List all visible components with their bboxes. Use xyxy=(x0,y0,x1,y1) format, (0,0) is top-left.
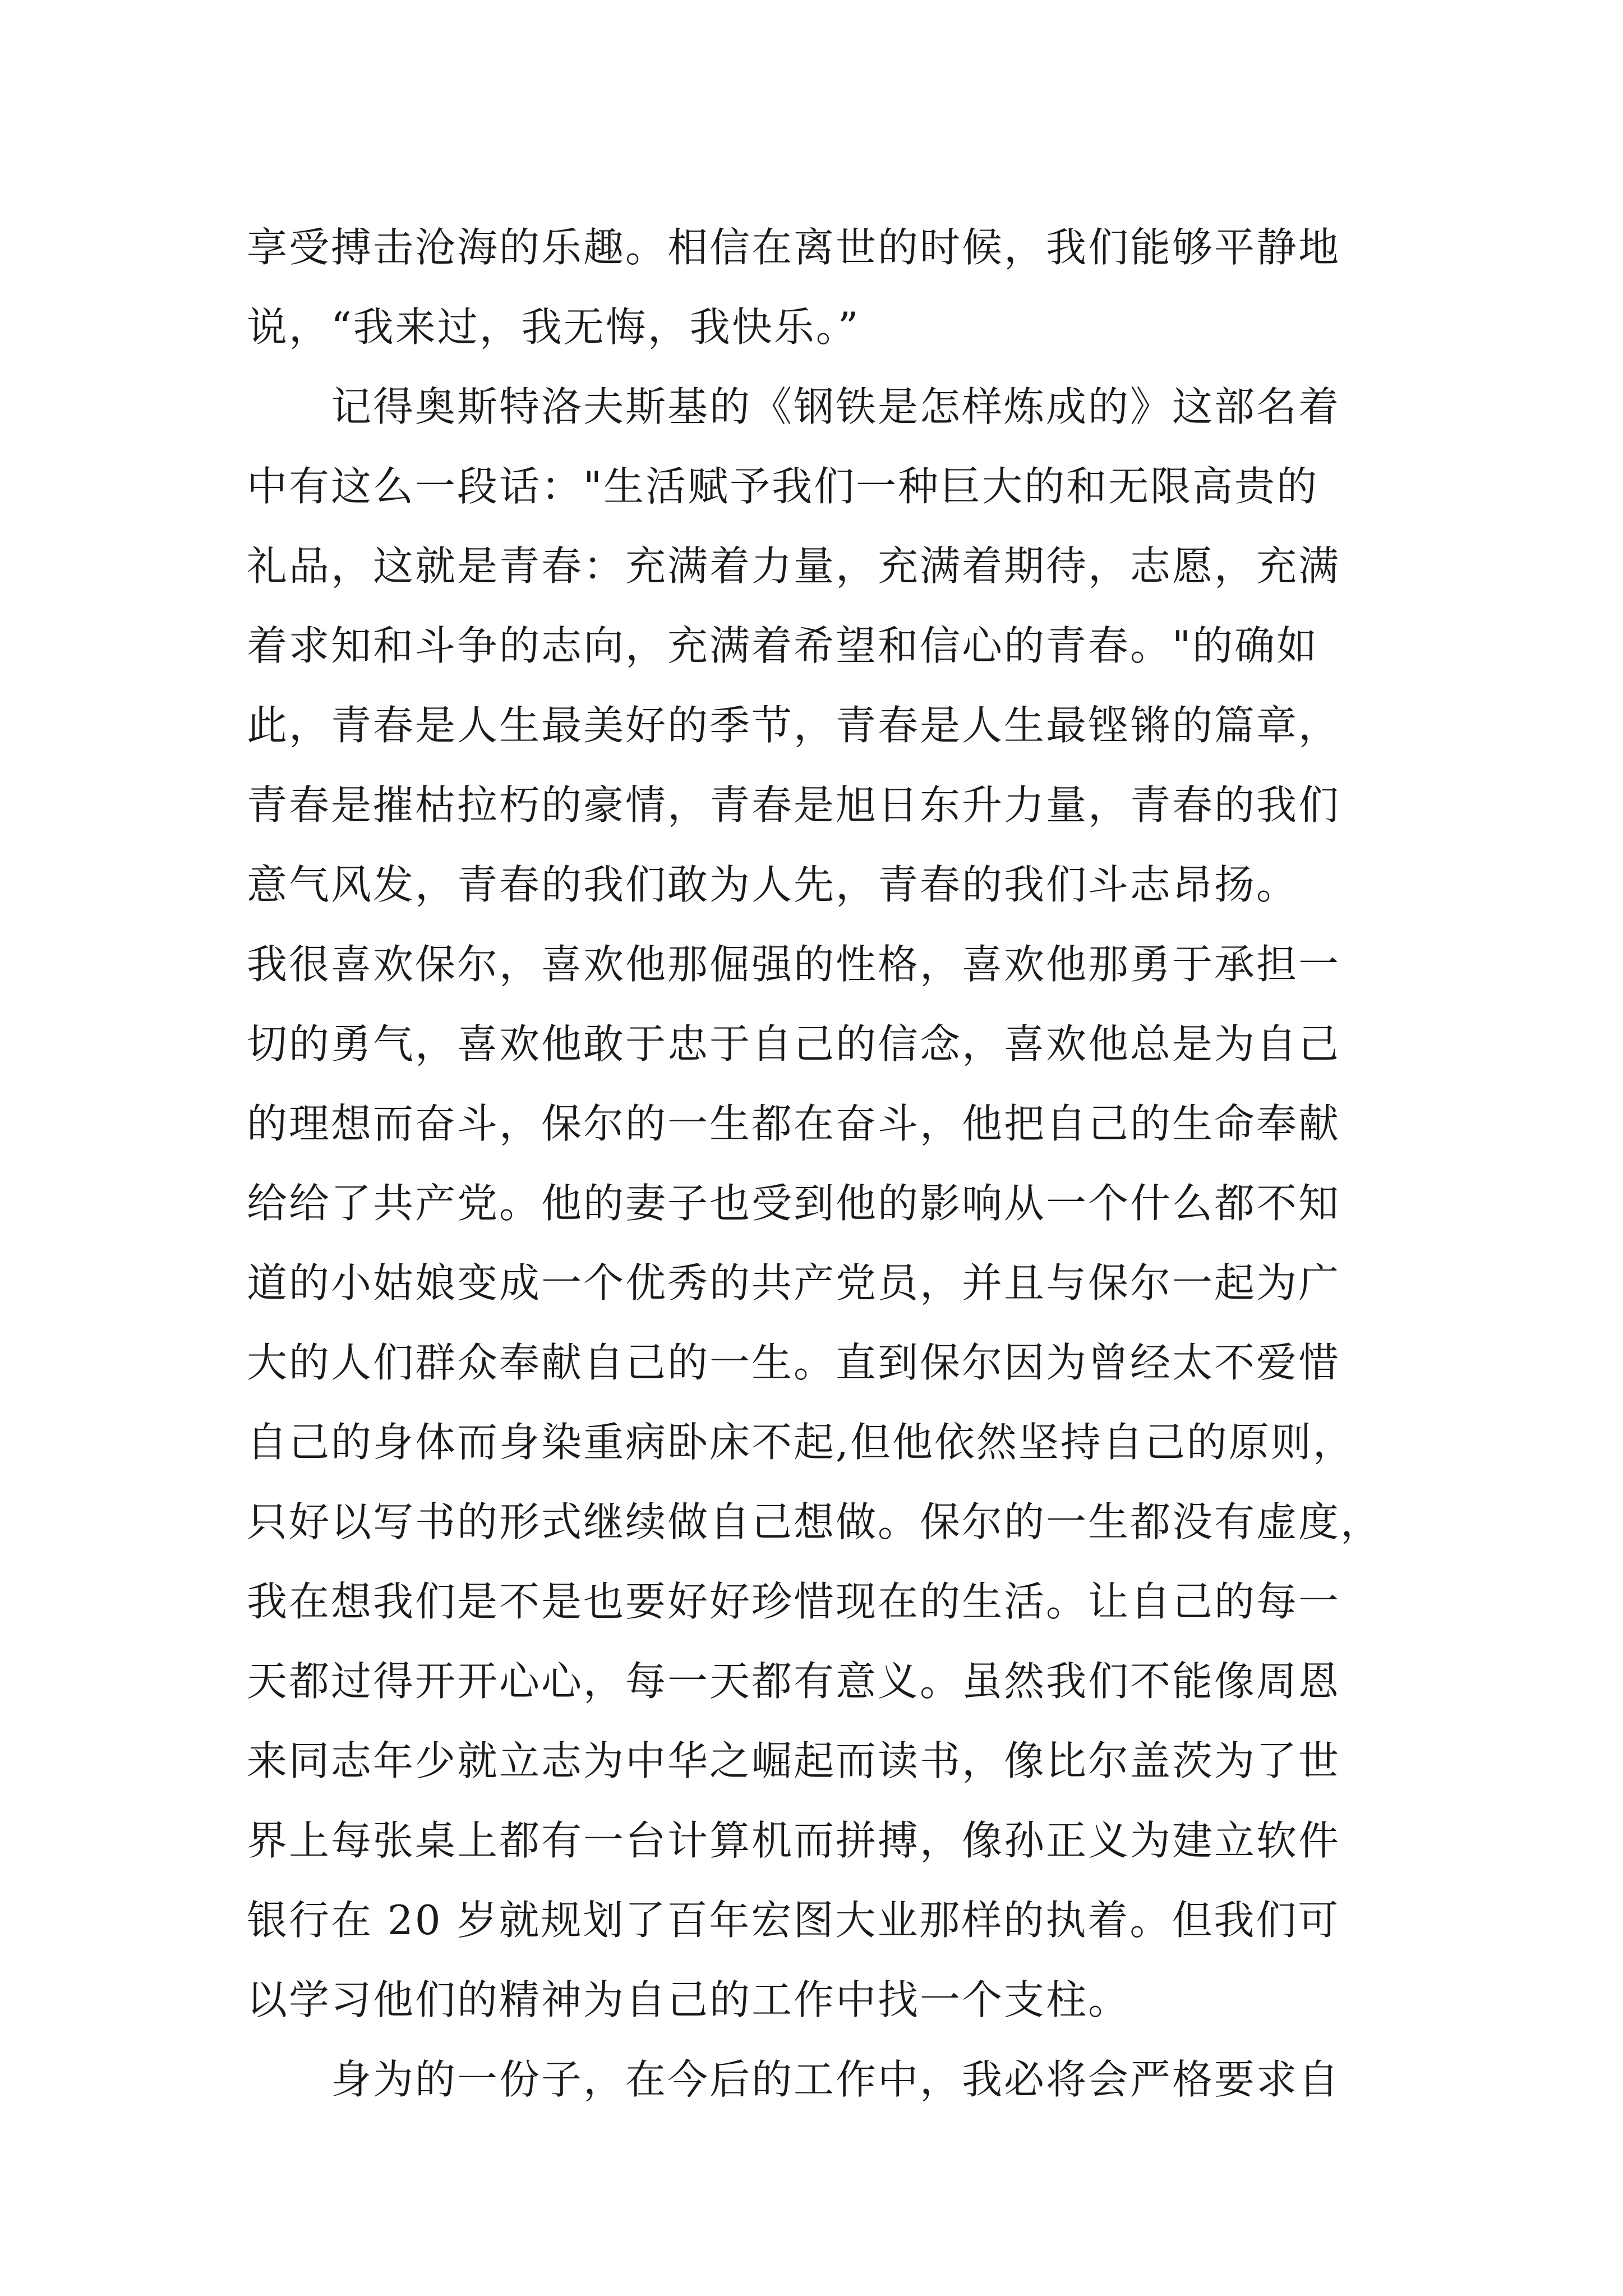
text-line: 此，青春是人生最美好的季节，青春是人生最铿锵的篇章， xyxy=(247,702,1341,749)
text-line: 大的人们群众奉献自己的一生。直到保尔因为曾经太不爱惜 xyxy=(247,1339,1341,1386)
text-line: 享受搏击沧海的乐趣。相信在离世的时候，我们能够平静地 xyxy=(247,224,1341,271)
text-line: 给给了共产党。他的妻子也受到他的影响从一个什么都不知 xyxy=(247,1180,1341,1227)
text-line: 来同志年少就立志为中华之崛起而读书，像比尔盖茨为了世 xyxy=(247,1737,1341,1784)
text-line: 天都过得开开心心，每一天都有意义。虽然我们不能像周恩 xyxy=(247,1658,1341,1705)
text-line: 我很喜欢保尔，喜欢他那倔强的性格，喜欢他那勇于承担一 xyxy=(247,941,1341,988)
text-line: 切的勇气，喜欢他敢于忠于自己的信念，喜欢他总是为自己 xyxy=(247,1020,1341,1068)
text-line: 以学习他们的精神为自己的工作中找一个支柱。 xyxy=(247,1976,1131,2023)
text-line: 只好以写书的形式继续做自己想做。保尔的一生都没有虚度， xyxy=(247,1498,1383,1545)
body-text xyxy=(247,208,1391,2119)
text-line: 青春是摧枯拉朽的豪情，青春是旭日东升力量，青春的我们 xyxy=(247,781,1341,829)
text-line: 礼品，这就是青春：充满着力量，充满着期待，志愿，充满 xyxy=(247,542,1341,590)
text-line: 的理想而奋斗，保尔的一生都在奋斗，他把自己的生命奉献 xyxy=(247,1100,1341,1147)
text-line: 界上每张桌上都有一台计算机而拼搏，像孙正义为建立软件 xyxy=(247,1817,1341,1864)
paragraph-1 xyxy=(247,208,1391,367)
text-line: 意气风发，青春的我们敢为人先，青春的我们斗志昂扬。 xyxy=(247,861,1299,908)
paragraph-3 xyxy=(247,2040,1391,2119)
text-line: 记得奥斯特洛夫斯基的《钢铁是怎样炼成的》这部名着 xyxy=(331,383,1341,430)
text-line: 自己的身体而身染重病卧床不起,但他依然坚持自己的原则， xyxy=(247,1419,1355,1466)
text-line: 道的小姑娘变成一个优秀的共产党员，并且与保尔一起为广 xyxy=(247,1259,1341,1306)
text-line: 银行在 20 岁就规划了百年宏图大业那样的执着。但我们可 xyxy=(247,1897,1340,1944)
text-line: 说，“我来过，我无悔，我快乐。” xyxy=(247,303,860,351)
paragraph-2 xyxy=(247,367,1391,2040)
text-line: 中有这么一段话："生活赋予我们一种巨大的和无限高贵的 xyxy=(247,463,1319,510)
text-line: 着求知和斗争的志向，充满着希望和信心的青春。"的确如 xyxy=(247,622,1319,669)
text-line: 我在想我们是不是也要好好珍惜现在的生活。让自己的每一 xyxy=(247,1578,1341,1625)
text-line: 身为的一份子，在今后的工作中，我必将会严格要求自 xyxy=(331,2056,1341,2103)
